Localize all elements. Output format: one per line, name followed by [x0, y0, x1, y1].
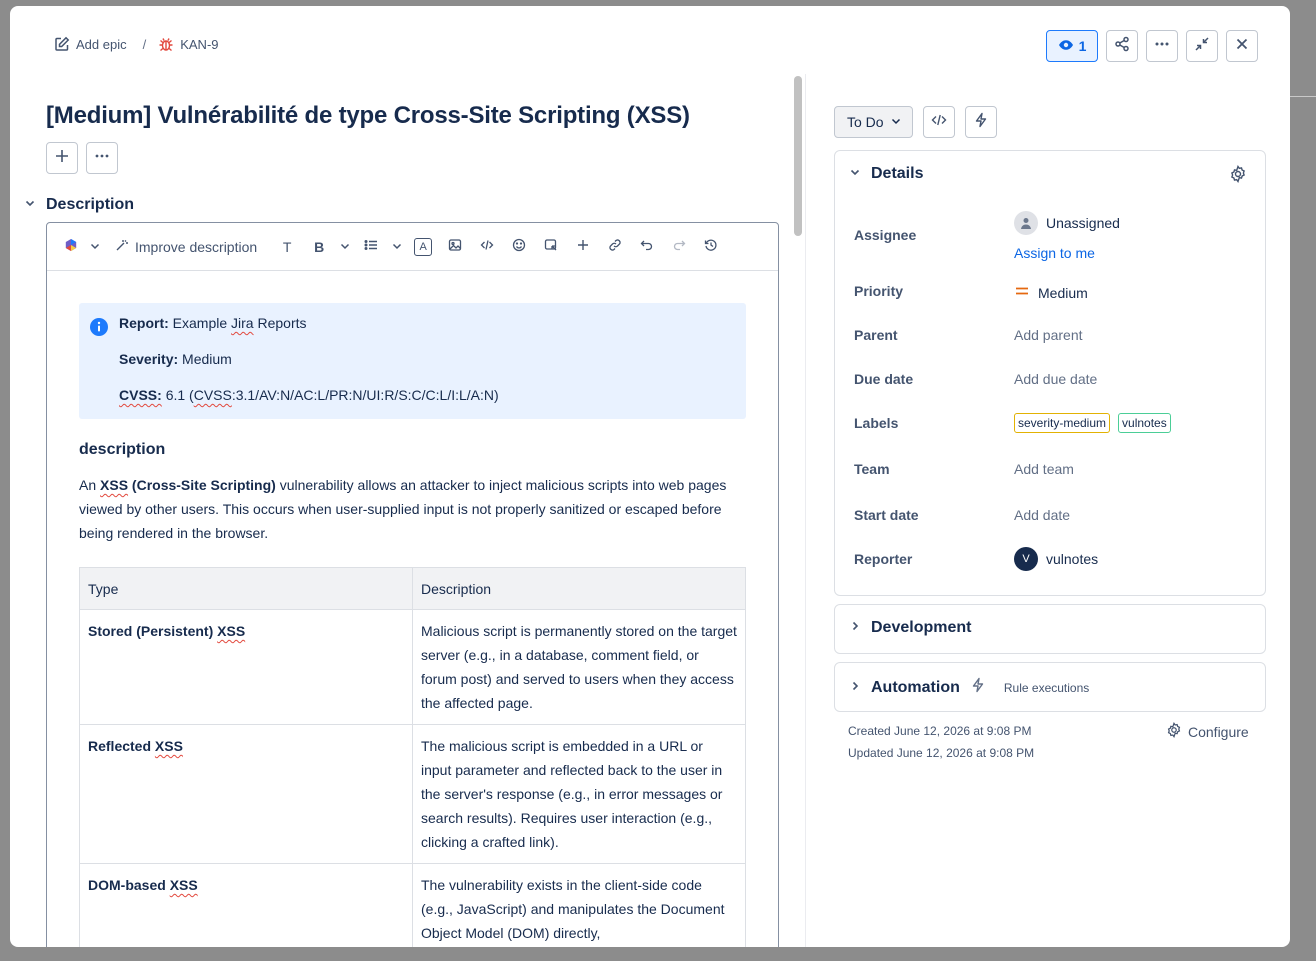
magic-wand-icon	[115, 238, 129, 255]
description-section-toggle[interactable]	[24, 196, 134, 214]
priority-value[interactable]	[1014, 283, 1088, 302]
label-tag[interactable]: vulnotes	[1118, 413, 1171, 433]
issue-main-pane	[10, 74, 790, 947]
assignee-name: Unassigned	[1046, 215, 1120, 231]
add-due-date-field[interactable]: Add due date	[1014, 371, 1098, 387]
add-start-date-field[interactable]: Add date	[1014, 507, 1071, 523]
watch-count: 1	[1078, 38, 1087, 54]
status-dropdown[interactable]	[834, 106, 913, 138]
title-actions	[46, 142, 118, 174]
emoji-icon	[512, 238, 526, 255]
configure-button[interactable]	[1166, 722, 1249, 741]
image-icon	[448, 238, 462, 255]
text-color-icon: A	[414, 238, 432, 256]
issue-key-link[interactable]	[158, 36, 218, 52]
more-icon	[94, 148, 110, 169]
bug-icon	[158, 36, 174, 52]
breadcrumb-separator: /	[142, 36, 147, 52]
severity-label: Severity:	[119, 351, 179, 367]
table-header-row	[80, 568, 746, 610]
label-tag[interactable]: severity-medium	[1014, 413, 1110, 433]
add-team-field[interactable]: Add team	[1014, 461, 1074, 477]
rule-executions-label: Rule executions	[1003, 680, 1090, 695]
redo-icon	[672, 238, 686, 255]
lightning-icon	[970, 677, 986, 698]
format-dropdown[interactable]	[335, 231, 355, 263]
type-pre: Stored (Persistent)	[88, 623, 218, 639]
minimize-button[interactable]	[1186, 30, 1218, 62]
priority-medium-icon	[1014, 283, 1030, 302]
report-value-pre: Example	[172, 315, 232, 331]
parent-label: Parent	[854, 327, 898, 343]
team-label: Team	[854, 461, 890, 477]
insert-button[interactable]	[567, 231, 599, 263]
pane-divider	[805, 74, 806, 947]
plus-icon	[54, 148, 70, 169]
severity-line	[119, 351, 232, 367]
main-pane-scrollbar[interactable]	[794, 74, 802, 947]
created-timestamp: Created June 12, 2026 at 9:08 PM	[848, 724, 1032, 738]
edit-icon	[54, 36, 70, 52]
report-value-post: Reports	[253, 315, 307, 331]
eye-icon	[1058, 37, 1074, 56]
table-cell-description: Malicious script is permanently stored on the target server (e.g., in a database, comment field, or forum post) and served to users when they access the affected page.	[413, 610, 746, 725]
list-dropdown[interactable]	[387, 231, 407, 263]
text-style-button[interactable]: T	[282, 238, 292, 255]
chevron-right-icon	[849, 619, 861, 637]
improve-description-label: Improve description	[135, 238, 258, 255]
issue-modal	[10, 6, 1290, 947]
xss-types-table	[79, 567, 746, 947]
report-line	[119, 315, 307, 331]
more-icon	[1154, 36, 1170, 57]
reporter-label: Reporter	[854, 551, 913, 567]
history-button[interactable]	[695, 231, 727, 263]
share-button[interactable]	[1106, 30, 1138, 62]
info-icon	[89, 317, 109, 342]
add-epic-link[interactable]	[54, 36, 127, 52]
table-row	[80, 864, 746, 948]
code-icon	[480, 238, 494, 255]
reporter-name: vulnotes	[1046, 551, 1099, 567]
description-editor[interactable]	[46, 222, 779, 947]
link-button[interactable]	[599, 231, 631, 263]
automation-toggle[interactable]	[849, 677, 1089, 698]
unassigned-avatar-icon	[1014, 211, 1038, 235]
bold-button[interactable]: B	[314, 238, 325, 255]
scrollbar-thumb[interactable]	[794, 76, 802, 236]
bullet-list-icon	[364, 238, 378, 255]
more-actions-button[interactable]	[1146, 30, 1178, 62]
cvss-pre: 6.1 (	[165, 387, 194, 403]
code-button[interactable]	[471, 231, 503, 263]
mention-button[interactable]	[535, 231, 567, 263]
table-cell-type	[80, 864, 413, 948]
text-color-button[interactable]	[407, 231, 439, 263]
info-panel	[79, 303, 746, 419]
add-parent-field[interactable]: Add parent	[1014, 327, 1083, 343]
assignee-label: Assignee	[854, 227, 917, 243]
type-word: XSS	[217, 623, 246, 639]
status-label: To Do	[847, 114, 884, 130]
table-cell-type	[80, 725, 413, 864]
details-title: Details	[871, 165, 924, 182]
redo-button[interactable]	[663, 231, 695, 263]
labels-value[interactable]	[1014, 413, 1171, 433]
chevron-down-icon	[339, 239, 351, 255]
top-actions	[1046, 30, 1258, 62]
type-pre: Reflected	[88, 738, 155, 754]
close-icon	[1234, 36, 1250, 57]
chevron-down-icon	[849, 165, 861, 183]
para-post: vulnerability allows an attacker to inject malicious scripts into web pages viewed by other users. This occurs when user-supplied input is not properly sanitized or escaped before being rendered in the browser.	[79, 477, 727, 541]
priority-name: Medium	[1038, 284, 1088, 301]
updated-timestamp: Updated June 12, 2026 at 9:08 PM	[848, 746, 1035, 760]
code-icon	[931, 112, 947, 133]
table-cell-description: The vulnerability exists in the client-side code (e.g., JavaScript) and manipulates the Document Object Model (DOM) directly,	[413, 864, 746, 948]
history-icon	[704, 238, 718, 255]
improve-description-button[interactable]	[107, 238, 271, 255]
undo-icon	[640, 238, 654, 255]
chevron-down-icon	[391, 239, 403, 255]
chevron-down-icon	[24, 196, 36, 214]
bullet-list-button[interactable]	[355, 231, 387, 263]
chevron-right-icon	[849, 679, 861, 697]
link-icon	[608, 238, 622, 255]
assign-to-me-link[interactable]: Assign to me	[1014, 245, 1095, 261]
table-cell-type	[80, 610, 413, 725]
gear-icon[interactable]	[1229, 165, 1247, 188]
status-row	[834, 106, 997, 138]
description-paragraph	[79, 473, 739, 545]
type-word: XSS	[169, 877, 198, 893]
report-value-jira: Jira	[231, 315, 254, 331]
table-row	[80, 725, 746, 864]
chevron-down-icon	[890, 114, 902, 130]
backdrop	[1290, 96, 1316, 97]
development-panel[interactable]	[834, 604, 1266, 654]
reporter-value[interactable]	[1014, 547, 1098, 571]
emoji-button[interactable]	[503, 231, 535, 263]
type-pre: DOM-based	[88, 877, 170, 893]
more-options-button[interactable]	[86, 142, 118, 174]
para-bold-rest: (Cross-Site Scripting)	[128, 477, 276, 493]
minimize-icon	[1194, 36, 1210, 57]
configure-label: Configure	[1188, 723, 1249, 740]
gear-icon	[1166, 722, 1182, 741]
close-button[interactable]	[1226, 30, 1258, 62]
ai-dropdown[interactable]	[83, 231, 107, 263]
breadcrumb	[54, 36, 219, 52]
labels-label: Labels	[854, 415, 899, 431]
add-button[interactable]	[46, 142, 78, 174]
para-bold-word: XSS	[100, 477, 129, 493]
plus-icon	[576, 238, 590, 255]
add-epic-label: Add epic	[76, 36, 127, 52]
ai-icon	[64, 238, 78, 255]
cvss-post: :3.1/AV:N/AC:L/PR:N/UI:R/S:C/C:L/I:L/A:N)	[231, 387, 499, 403]
para-pre: An	[79, 477, 101, 493]
description-subheading: description	[79, 441, 166, 458]
layout-icon	[544, 238, 558, 255]
assignee-value[interactable]	[1014, 211, 1120, 235]
details-panel	[834, 150, 1266, 596]
cvss-line	[119, 387, 499, 403]
due-date-label: Due date	[854, 371, 914, 387]
automation-button[interactable]	[965, 106, 997, 138]
report-label: Report:	[119, 315, 169, 331]
cvss-label: CVSS:	[119, 387, 162, 403]
watch-button[interactable]	[1046, 30, 1098, 62]
table-header-type: Type	[80, 568, 413, 610]
code-toggle-button[interactable]	[923, 106, 955, 138]
table-row	[80, 610, 746, 725]
start-date-label: Start date	[854, 507, 919, 523]
type-word: XSS	[154, 738, 183, 754]
undo-button[interactable]	[631, 231, 663, 263]
share-icon	[1114, 36, 1130, 57]
automation-title: Automation	[871, 678, 960, 696]
issue-key: KAN-9	[180, 36, 219, 52]
table-header-description: Description	[413, 568, 746, 610]
issue-title[interactable]: [Medium] Vulnérabilité de type Cross-Site Scripting (XSS)	[46, 102, 690, 129]
severity-value: Medium	[182, 351, 232, 367]
editor-toolbar	[47, 223, 778, 271]
automation-panel[interactable]	[834, 662, 1266, 712]
development-title: Development	[871, 619, 972, 636]
chevron-down-icon	[89, 239, 101, 255]
image-button[interactable]	[439, 231, 471, 263]
cvss-word: CVSS	[193, 387, 232, 403]
priority-label: Priority	[854, 283, 904, 299]
ai-button[interactable]	[59, 231, 83, 263]
details-toggle[interactable]	[849, 165, 923, 183]
description-heading: Description	[46, 196, 135, 213]
development-toggle[interactable]	[849, 619, 971, 637]
lightning-icon	[973, 112, 989, 133]
avatar: V	[1014, 547, 1038, 571]
table-cell-description: The malicious script is embedded in a URL or input parameter and reflected back to the user in the server's response (e.g., in error messages or search results). Requires user interaction (e.g., clicking a crafted link).	[413, 725, 746, 864]
